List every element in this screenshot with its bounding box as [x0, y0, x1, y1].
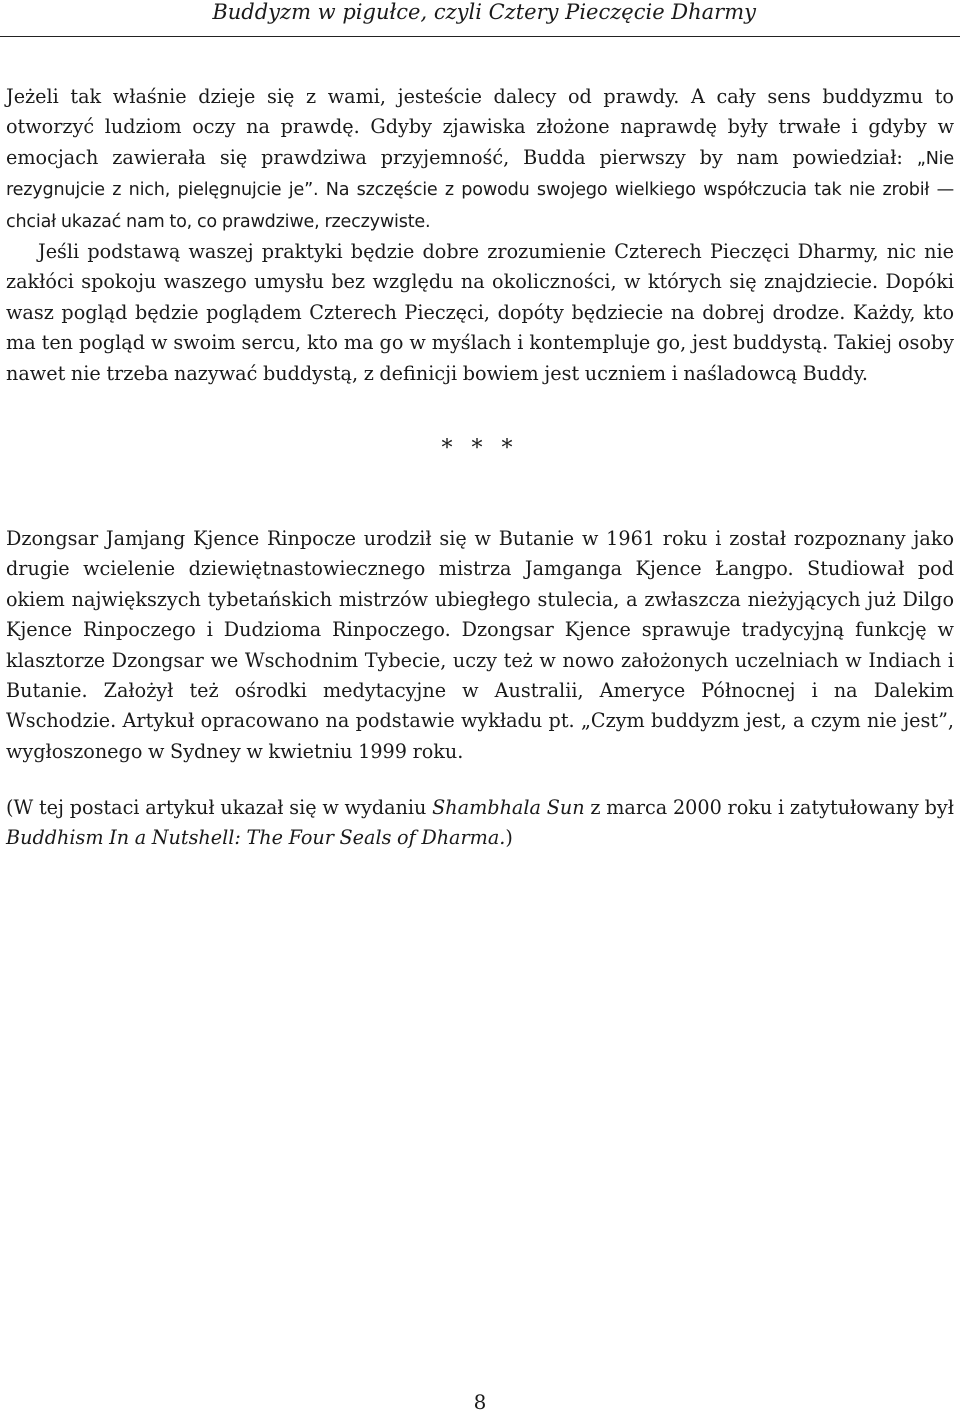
main-text-block: [6, 82, 954, 389]
running-header: [0, 0, 960, 37]
author-bio: [6, 524, 954, 767]
original-title: Buddhism In a Nutshell: The Four Seals of Dharma.: [6, 826, 506, 850]
quote-sans-text: „Nie rezygnujcie z nich, pielęgnujcie je”. Na szczęście z powodu swojego wielkiego współczucia tak nie zrobił — chciał ukazać nam to, co prawdziwe, rzeczywiste.: [6, 148, 954, 232]
header-title: Buddyzm w pigułce, czyli Cztery Pieczęcie Dharmy: [212, 0, 756, 24]
note-prefix: (W tej postaci artykuł ukazał się w wydaniu: [6, 796, 433, 819]
paragraph-four-seals: Jeśli podstawą waszej praktyki będzie dobre zrozumienie Czterech Pieczęci Dharmy, nic nie zakłóci spokoju waszego umysłu bez względu na okoliczności, w których się znajdziecie. Dopóki wasz pogląd będzie poglądem Czterech Pieczęci, dopóty będziecie na dobrej drodze. Każdy, kto ma ten pogląd w swoim sercu, kto ma go w myślach i kontempluje go, jest buddystą. Takiej osoby nawet nie trzeba nazywać buddystą, z definicji bowiem jest uczniem i naśladowcą Buddy.: [6, 240, 954, 385]
publication-note-paragraph: [6, 793, 954, 854]
author-bio-text: Dzongsar Jamjang Kjence Rinpocze urodził się w Butanie w 1961 roku i został rozpoznany jako drugie wcielenie dziewiętnastowiecznego mistrza Jamganga Kjence Łangpo. Studiował pod okiem największych tybetańskich mistrzów ubiegłego stulecia, a zwłaszcza nieżyjących już Dilgo Kjence Rinpoczego i Dudzioma Rinpoczego. Dzongsar Kjence sprawuje tradycyjną funkcję w klasztorze Dzongsar we Wschodnim Tybecie, uczy też w nowo założonych uczelniach w Indiach i Butanie. Założył też ośrodki medytacyjne w Australii, Ameryce Północnej i na Dalekim Wschodzie. Artykuł opracowano na podstawie wykładu pt. „Czym buddyzm jest, a czym nie jest”, wygłoszonego w Sydney w kwietniu 1999 roku.: [6, 527, 954, 763]
section-separator: * * *: [441, 436, 519, 461]
magazine-name: Shambhala Sun: [432, 796, 585, 819]
note-middle: z marca 2000 roku i zatytułowany był: [584, 796, 954, 819]
note-suffix: ): [505, 826, 513, 850]
publication-note: [6, 793, 954, 854]
page-number: 8: [473, 1390, 487, 1414]
paragraph-truth-text: Jeżeli tak właśnie dzieje się z wami, jesteście dalecy od prawdy. A cały sens buddyzmu to otworzyć ludziom oczy na prawdę. Gdyby zjawiska złożone naprawdę były trwałe i gdyby w emocjach zawierała się prawdziwa przyjemność, Budda pierwszy by nam powiedział:: [6, 85, 954, 169]
paragraph-truth: [6, 82, 954, 237]
